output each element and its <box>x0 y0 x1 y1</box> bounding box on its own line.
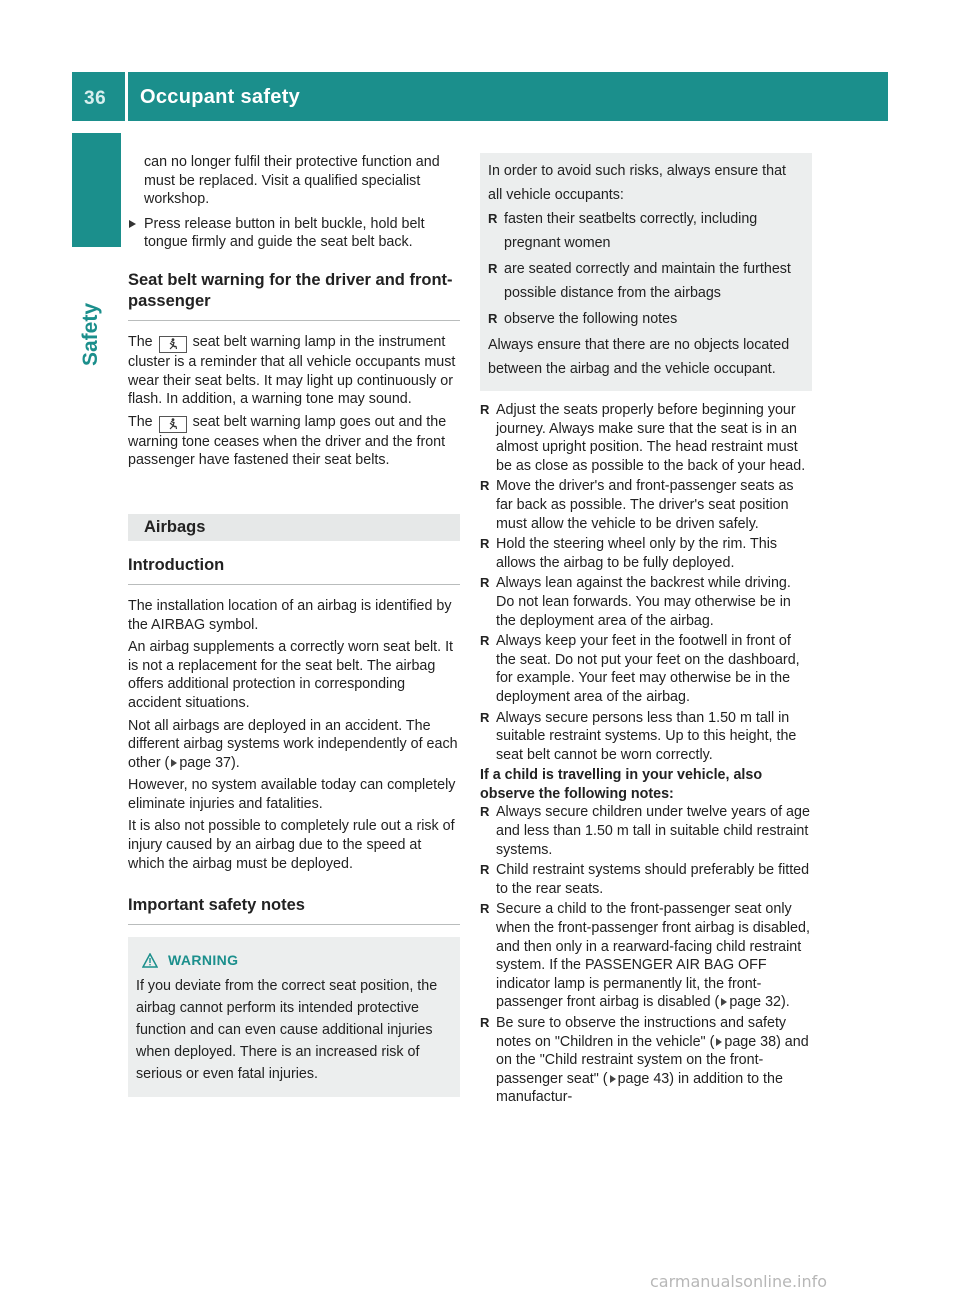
intro-paragraph-1: The installation location of an airbag is identified by the AIRBAG symbol. <box>128 597 452 633</box>
list-item: R Move the driver's and front-passenger seats as far back as possible. The driver's seat position must allow the vehicle to be driven safely. <box>480 478 794 532</box>
action-step: Press release button in belt buckle, hold belt tongue firmly and guide the seat belt back. <box>128 215 460 252</box>
page-reference-link[interactable]: page 38 <box>724 1033 777 1050</box>
list-item: R Hold the steering wheel only by the rim. This allows the airbag to be fully deployed. <box>480 536 778 571</box>
right-column <box>480 153 812 1109</box>
airbags-section-bar: Airbags <box>128 514 460 541</box>
info-bullet: R observe the following notes <box>488 311 678 327</box>
introduction-heading: Introduction <box>128 555 225 574</box>
list-item: R Be sure to observe the instructions and safety notes on "Children in the vehicle" ( page 38) and on the "Child restraint system on the front-passenger seat" ( page 43) in addition to the manufactur- <box>480 1015 809 1106</box>
page-title: Occupant safety <box>140 86 301 108</box>
child-notes-heading: If a child is travelling in your vehicle, also observe the following notes: <box>480 767 763 802</box>
seatbelt-warning-lamp-icon <box>159 416 187 433</box>
left-column <box>128 153 460 1097</box>
page-reference-icon <box>610 1075 616 1083</box>
page-reference-link[interactable]: page 37 <box>179 754 232 771</box>
watermark: carmanualsonline.info <box>650 1272 828 1291</box>
warning-triangle-icon <box>142 953 158 968</box>
list-item: R Child restraint systems should preferably be fitted to the rear seats. <box>480 862 810 897</box>
intro-paragraph-5: It is also not possible to completely rule out a risk of injury caused by an airbag due to the speed at which the airbag must be deployed. <box>128 818 455 872</box>
page-reference-icon <box>716 1038 722 1046</box>
page-reference-link[interactable]: page 32 <box>729 994 782 1011</box>
important-safety-notes-heading: Important safety notes <box>128 896 305 915</box>
warning-text: If you deviate from the correct seat position, the airbag cannot perform its intended protective function and can even cause additional injuries when deployed. There is an increased risk of serious or even fatal injuries. <box>136 978 438 1083</box>
continued-paragraph: can no longer fulfil their protective function and must be replaced. Visit a qualified specialist workshop. <box>144 154 440 208</box>
seatbelt-warning-heading: Seat belt warning for the driver and front-passenger <box>128 270 453 310</box>
list-item: R Always keep your feet in the footwell in front of the seat. Do not put your feet on the dashboard, for example. Your feet may otherwise be in the deployment area of the airbag. <box>480 633 800 705</box>
page-reference-icon <box>721 998 727 1006</box>
intro-paragraph-2: An airbag supplements a correctly worn seat belt. It is not a replacement for the seat belt. The airbag offers additional protection in corresponding accident situations. <box>128 639 454 711</box>
list-item: R Always lean against the backrest while driving. Do not lean forwards. You may otherwise be in the deployment area of the airbag. <box>480 575 791 629</box>
list-item: R Adjust the seats properly before beginning your journey. Always make sure that the seat is in an almost upright position. The head restraint must be as close as possible to the back of your head. <box>480 402 806 474</box>
info-bullet: R are seated correctly and maintain the furthest possible distance from the airbags <box>488 261 791 301</box>
list-item: R Always secure persons less than 1.50 m tall in suitable restraint systems. Up to this height, the seat belt cannot be worn correctly. <box>480 709 797 763</box>
info-intro: In order to avoid such risks, always ensure that all vehicle occupants: <box>488 163 786 203</box>
page-reference-link[interactable]: page 43 <box>617 1070 670 1087</box>
info-bullet: R fasten their seatbelts correctly, including pregnant women <box>488 211 758 251</box>
seatbelt-paragraph-1: The seat belt warning lamp in the instrument cluster is a reminder that all vehicle occupants must wear their seat belts. It may light up continuously or flash. In addition, a warning tone may sound. <box>128 333 456 408</box>
page-reference-icon <box>171 759 177 767</box>
intro-paragraph-3: Not all airbags are deployed in an accident. The different airbag systems work independently of each other ( page 37). <box>128 717 458 771</box>
intro-paragraph-4: However, no system available today can completely eliminate injuries and fatalities. <box>128 777 456 812</box>
side-tab-block <box>72 133 121 247</box>
risk-info-box <box>480 153 812 391</box>
header-divider <box>125 72 128 121</box>
list-item: R Always secure children under twelve years of age and less than 1.50 m tall in suitable child restraint systems. <box>480 804 810 858</box>
info-outro: Always ensure that there are no objects located between the airbag and the vehicle occupant. <box>488 337 790 377</box>
warning-title: WARNING <box>136 949 450 971</box>
seatbelt-paragraph-2: The seat belt warning lamp goes out and the warning tone ceases when the driver and the front passenger have fastened their seat belts. <box>128 413 447 469</box>
page-number: 36 <box>84 88 107 109</box>
side-section-label: Safety <box>79 302 102 366</box>
list-item: R Secure a child to the front-passenger seat only when the front-passenger front airbag is disabled, and then only in a rearward-facing child restraint system. If the PASSENGER AIR BAG OFF indicator lamp is permanently lit, the front-passenger front airbag is disabled ( page 32). <box>480 901 810 1011</box>
seatbelt-warning-lamp-icon <box>159 336 187 353</box>
warning-box <box>128 937 460 1097</box>
